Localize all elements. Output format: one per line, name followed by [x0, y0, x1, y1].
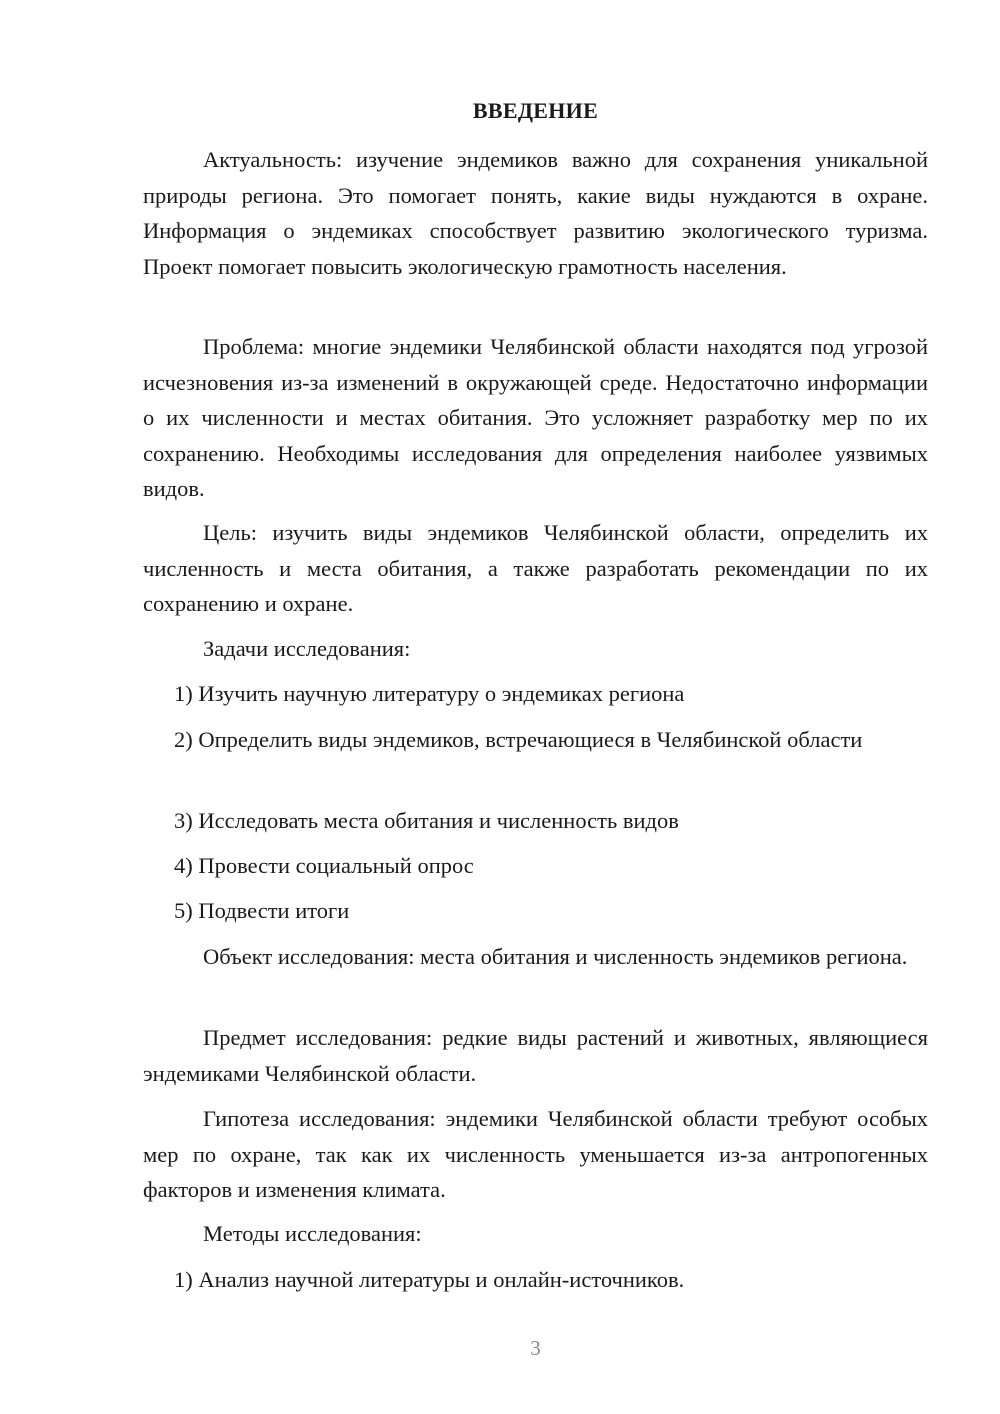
- list-item: 3) Исследовать места обитания и численность видов: [174, 808, 679, 833]
- document-page: [143, 0, 928, 1414]
- relevance-paragraph: Актуальность: изучение эндемиков важно для сохранения уникальной природы региона. Это помогает понять, какие виды нуждаются в охране. Информация о эндемиках способствует развитию экологического туризма. Проект помогает повысить экологическую грамотность населения.: [143, 147, 928, 279]
- list-item: 4) Провести социальный опрос: [174, 853, 474, 878]
- list-item: 1) Анализ научной литературы и онлайн-источников.: [174, 1267, 685, 1292]
- goal-paragraph: Цель: изучить виды эндемиков Челябинской области, определить их численность и места обитания, а также разработать рекомендации по их сохранению и охране.: [143, 520, 928, 616]
- list-item: 2) Определить виды эндемиков, встречающиеся в Челябинской области: [174, 727, 863, 752]
- object-paragraph: Объект исследования: места обитания и численность эндемиков региона.: [203, 944, 908, 969]
- subject-paragraph: Предмет исследования: редкие виды растений и животных, являющиеся эндемиками Челябинской области.: [143, 1025, 928, 1086]
- tasks-heading: Задачи исследования:: [203, 636, 411, 661]
- list-item: 5) Подвести итоги: [174, 898, 350, 923]
- methods-heading: Методы исследования:: [203, 1221, 422, 1246]
- list-item: 1) Изучить научную литературу о эндемиках региона: [174, 681, 685, 706]
- page-number: 3: [530, 1336, 541, 1360]
- problem-paragraph: Проблема: многие эндемики Челябинской области находятся под угрозой исчезновения из-за изменений в окружающей среде. Недостаточно информации о их численности и местах обитания. Это усложняет разработку мер по их сохранению. Необходимы исследования для определения наиболее уязвимых видов.: [143, 334, 928, 501]
- page-title: ВВЕДЕНИЕ: [472, 98, 599, 123]
- hypothesis-paragraph: Гипотеза исследования: эндемики Челябинской области требуют особых мер по охране, так как их численность уменьшается из-за антропогенных факторов и изменения климата.: [143, 1106, 928, 1202]
